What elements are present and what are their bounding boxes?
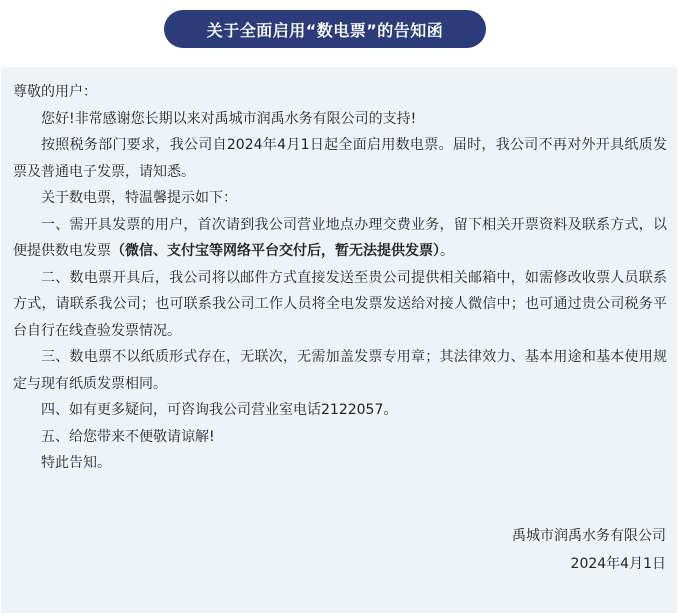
notice-content <box>13 79 667 477</box>
tip-item-3: 三、数电票不以纸质形式存在，无联次，无需加盖发票专用章；其法律效力、基本用途和基本使用规定与现有纸质发票相同。 <box>13 349 667 392</box>
notice-title: 关于全面启用“数电票”的告知函 <box>206 20 444 40</box>
tip-item-1-bold-note: （微信、支付宝等网络平台交付后，暂无法提供发票） <box>111 243 440 259</box>
tip-item-1-end: 。 <box>440 243 454 259</box>
signature-block <box>512 522 666 578</box>
tip-item-5: 五、给您带来不便敬请谅解! <box>41 428 215 445</box>
tip-item-1 <box>13 212 667 265</box>
closing-remark: 特此告知。 <box>41 455 111 471</box>
tips-intro: 关于数电票，特温馨提示如下： <box>41 190 237 206</box>
tip-item-2: 二、数电票开具后，我公司将以邮件方式直接发送至贵公司提供相关邮箱中，如需修改收票人员联系方式，请联系我公司；也可联系我公司工作人员将全电发票发送给对接人微信中；也可通过贵公司税务平台自行在线查验发票情况。 <box>13 269 667 339</box>
notice-body-panel <box>1 67 677 613</box>
signature-company: 禹城市润禹水务有限公司 <box>512 528 666 544</box>
notice-title-banner <box>164 10 486 48</box>
greeting-paragraph: 您好!非常感谢您长期以来对禹城市润禹水务有限公司的支持! <box>41 110 417 127</box>
signature-date: 2024年4月1日 <box>570 556 666 572</box>
tip-item-4: 四、如有更多疑问，可咨询我公司营业室电话2122057。 <box>41 402 398 418</box>
salutation: 尊敬的用户： <box>13 84 97 100</box>
tip-item-1-text: 一、需开具发票的用户，首次请到我公司营业地点办理交费业务，留下相关开票资料及联系方式，以便提供数电发票 <box>13 216 667 259</box>
announcement-paragraph: 按照税务部门要求，我公司自2024年4月1日起全面启用数电票。届时，我公司不再对外开具纸质发票及普通电子发票，请知悉。 <box>13 137 667 180</box>
